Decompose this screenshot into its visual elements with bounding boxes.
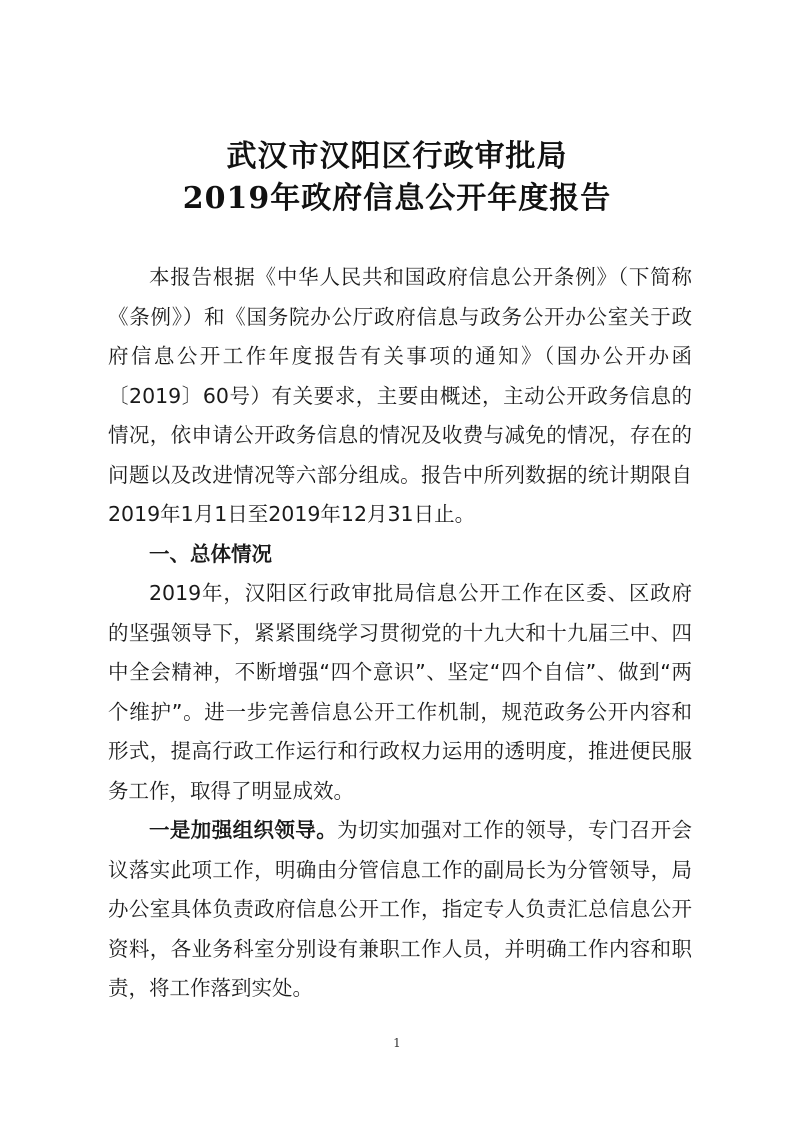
report-body: [108, 258, 692, 1009]
section-heading-overview: 一、总体情况: [149, 541, 272, 566]
title-line-1: 武汉市汉阳区行政审批局: [226, 139, 568, 174]
title-line-2: 2019年政府信息公开年度报告: [182, 181, 612, 216]
intro-paragraph: 本报告根据《中华人民共和国政府信息公开条例》（下简称《条例》）和《国务院办公厅政府信息与政务公开办公室关于政府信息公开工作年度报告有关事项的通知》（国办公开办函〔2019〕60号）有关要求，主要由概述，主动公开政务信息的情况，依申请公开政务信息的情况及收费与减免的情况，存在的问题以及改进情况等六部分组成。报告中所列数据的统计期限自2019年1月1日至2019年12月31日止。: [108, 265, 692, 526]
overview-paragraph: 2019年，汉阳区行政审批局信息公开工作在区委、区政府的坚强领导下，紧紧围绕学习贯彻党的十九大和十九届三中、四中全会精神，不断增强“四个意识”、坚定“四个自信”、做到“两个维护”。进一步完善信息公开工作机制，规范政务公开内容和形式，提高行政工作运行和行政权力运用的透明度，推进便民服务工作，取得了明显成效。: [108, 581, 692, 803]
point-one-lead: 一是加强组织领导。: [149, 818, 338, 842]
point-one-body: 为切实加强对工作的领导，专门召开会议落实此项工作，明确由分管信息工作的副局长为分管领导，局办公室具体负责政府信息公开工作，指定专人负责汇总信息公开资料，各业务科室分别设有兼职工作人员，并明确工作内容和职责，将工作落到实处。: [108, 818, 693, 1000]
point-one-paragraph: [108, 811, 692, 1009]
report-title: [0, 136, 794, 220]
page-number: 1: [393, 1036, 401, 1050]
